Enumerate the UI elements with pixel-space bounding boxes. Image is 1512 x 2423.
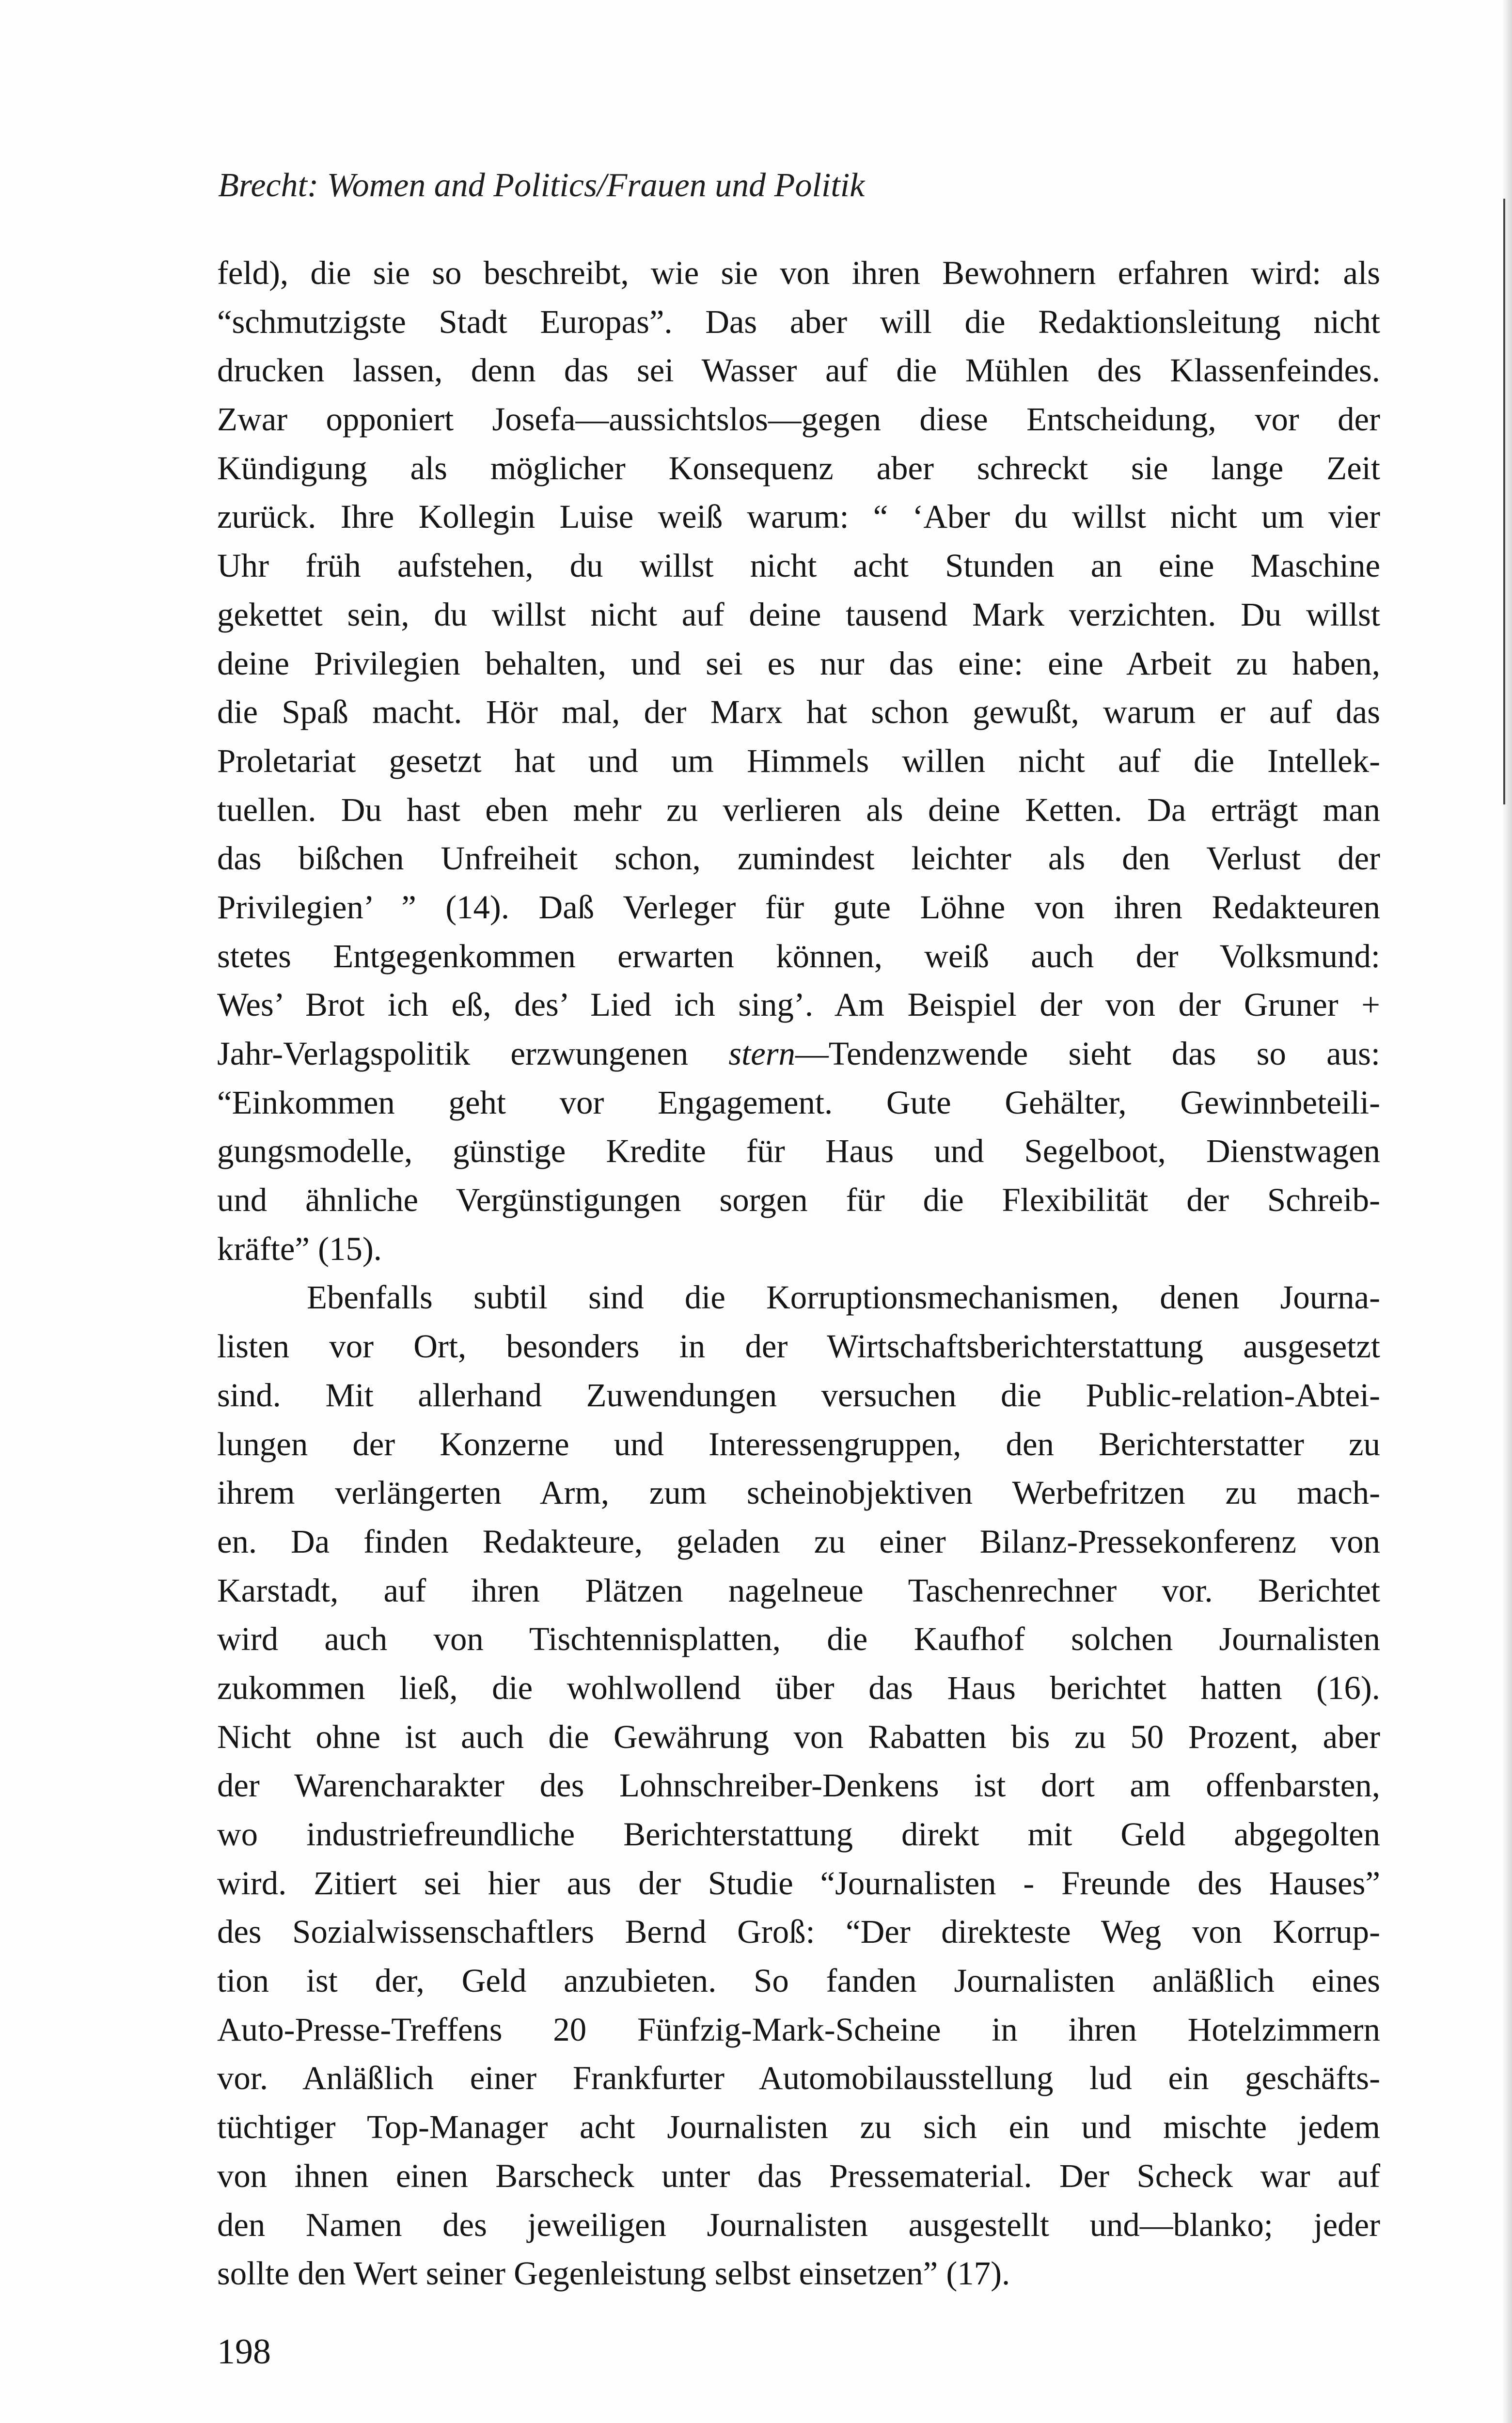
magazine-title: stern (728, 1035, 795, 1072)
binding-edge-line (1503, 199, 1505, 804)
text-line: Kündigung als möglicher Konsequenz aber schreckt sie lange Zeit (217, 449, 1380, 487)
text-line: und ähnliche Vergünstigungen sorgen für die Flexibilität der Schreib- (217, 1181, 1380, 1219)
text-line: sind. Mit allerhand Zuwendungen versuchen die Public-relation-Abtei- (217, 1376, 1380, 1414)
text-line: gungsmodelle, günstige Kredite für Haus und Segelboot, Dienstwagen (217, 1133, 1380, 1170)
text-line: die Spaß macht. Hör mal, der Marx hat schon gewußt, warum er auf das (217, 693, 1380, 731)
text-line: wird. Zitiert sei hier aus der Studie “Journalisten - Freunde des Hauses” (217, 1864, 1380, 1902)
text-line: der Warencharakter des Lohnschreiber-Denkens ist dort am offenbarsten, (217, 1767, 1380, 1804)
text-line: stetes Entgegenkommen erwarten können, weiß auch der Volksmund: (217, 937, 1380, 975)
text-line: Proletariat gesetzt hat und um Himmels willen nicht auf die Intellek- (217, 742, 1380, 779)
text-line: Wes’ Brot ich eß, des’ Lied ich sing’. Am Beispiel der von der Gruner + (217, 986, 1380, 1023)
text-line: deine Privilegien behalten, und sei es nur das eine: eine Arbeit zu haben, (217, 645, 1380, 682)
text-line: vor. Anläßlich einer Frankfurter Automobilausstellung lud ein geschäfts- (217, 2060, 1380, 2097)
text-line: ihrem verlängerten Arm, zum scheinobjektiven Werbefritzen zu mach- (217, 1474, 1380, 1511)
text-line: zukommen ließ, die wohlwollend über das Haus berichtet hatten (16). (217, 1669, 1380, 1706)
text-line: Ebenfalls subtil sind die Korruptionsmechanismen, denen Journa- (307, 1279, 1380, 1316)
text-line: lungen der Konzerne und Interessengruppen, den Berichterstatter zu (217, 1425, 1380, 1463)
page-number: 198 (217, 2332, 271, 2372)
text-line: drucken lassen, denn das sei Wasser auf die Mühlen des Klassenfeindes. (217, 352, 1380, 389)
paragraph (217, 249, 1380, 1273)
text-line: sollte den Wert seiner Gegenleistung selbst einsetzen” (17). (217, 2255, 1010, 2292)
text-line: listen vor Ort, besonders in der Wirtschaftsberichterstattung ausgesetzt (217, 1328, 1380, 1365)
text-line: zurück. Ihre Kollegin Luise weiß warum: “ ‘Aber du willst nicht um vier (217, 498, 1380, 535)
text-line: gekettet sein, du willst nicht auf deine tausend Mark verzichten. Du willst (217, 596, 1380, 633)
paragraph (217, 1273, 1380, 2297)
text-line: en. Da finden Redakteure, geladen zu einer Bilanz-Pressekonferenz von (217, 1523, 1380, 1560)
paragraph-container (217, 249, 1380, 2298)
text-line: “schmutzigste Stadt Europas”. Das aber will die Redaktionsleitung nicht (217, 303, 1380, 340)
text-line (217, 1029, 1380, 1078)
text-line: des Sozialwissenschaftlers Bernd Groß: “Der direkteste Weg von Korrup- (217, 1913, 1380, 1951)
text-line: kräfte” (15). (217, 1230, 382, 1267)
text-line: tuellen. Du hast eben mehr zu verlieren als deine Ketten. Da erträgt man (217, 791, 1380, 828)
text-line: “Einkommen geht vor Engagement. Gute Gehälter, Gewinnbeteili- (217, 1084, 1380, 1121)
text-line: Auto-Presse-Treffens 20 Fünfzig-Mark-Scheine in ihren Hotelzimmern (217, 2011, 1380, 2048)
text-line: wird auch von Tischtennisplatten, die Kaufhof solchen Journalisten (217, 1621, 1380, 1658)
text-line: wo industriefreundliche Berichterstattung direkt mit Geld abgegolten (217, 1816, 1380, 1853)
text-line: tion ist der, Geld anzubieten. So fanden Journalisten anläßlich eines (217, 1962, 1380, 1999)
text-segment: Jahr-Verlagspolitik erzwungenen (217, 1035, 729, 1072)
text-line: Uhr früh aufstehen, du willst nicht acht Stunden an eine Maschine (217, 547, 1380, 584)
text-line: Nicht ohne ist auch die Gewährung von Rabatten bis zu 50 Prozent, aber (217, 1718, 1380, 1755)
text-line: Zwar opponiert Josefa—aussichtslos—gegen diese Entscheidung, vor der (217, 401, 1380, 438)
running-header: Brecht: Women and Politics/Frauen und Politik (218, 167, 865, 204)
text-line: den Namen des jeweiligen Journalisten ausgestellt und—blanko; jeder (217, 2206, 1380, 2243)
text-line: das bißchen Unfreiheit schon, zumindest leichter als den Verlust der (217, 840, 1380, 877)
text-segment: —Tendenzwende sieht das so aus: (795, 1035, 1380, 1072)
text-line: feld), die sie so beschreibt, wie sie von ihren Bewohnern erfahren wird: als (217, 254, 1380, 291)
text-line: Karstadt, auf ihren Plätzen nagelneue Taschenrechner vor. Berichtet (217, 1572, 1380, 1609)
text-line: Privilegien’ ” (14). Daß Verleger für gute Löhne von ihren Redakteuren (217, 888, 1380, 926)
text-line: von ihnen einen Barscheck unter das Pressematerial. Der Scheck war auf (217, 2157, 1380, 2194)
text-line: tüchtiger Top-Manager acht Journalisten zu sich ein und mischte jedem (217, 2108, 1380, 2146)
body-text (217, 249, 1380, 2298)
